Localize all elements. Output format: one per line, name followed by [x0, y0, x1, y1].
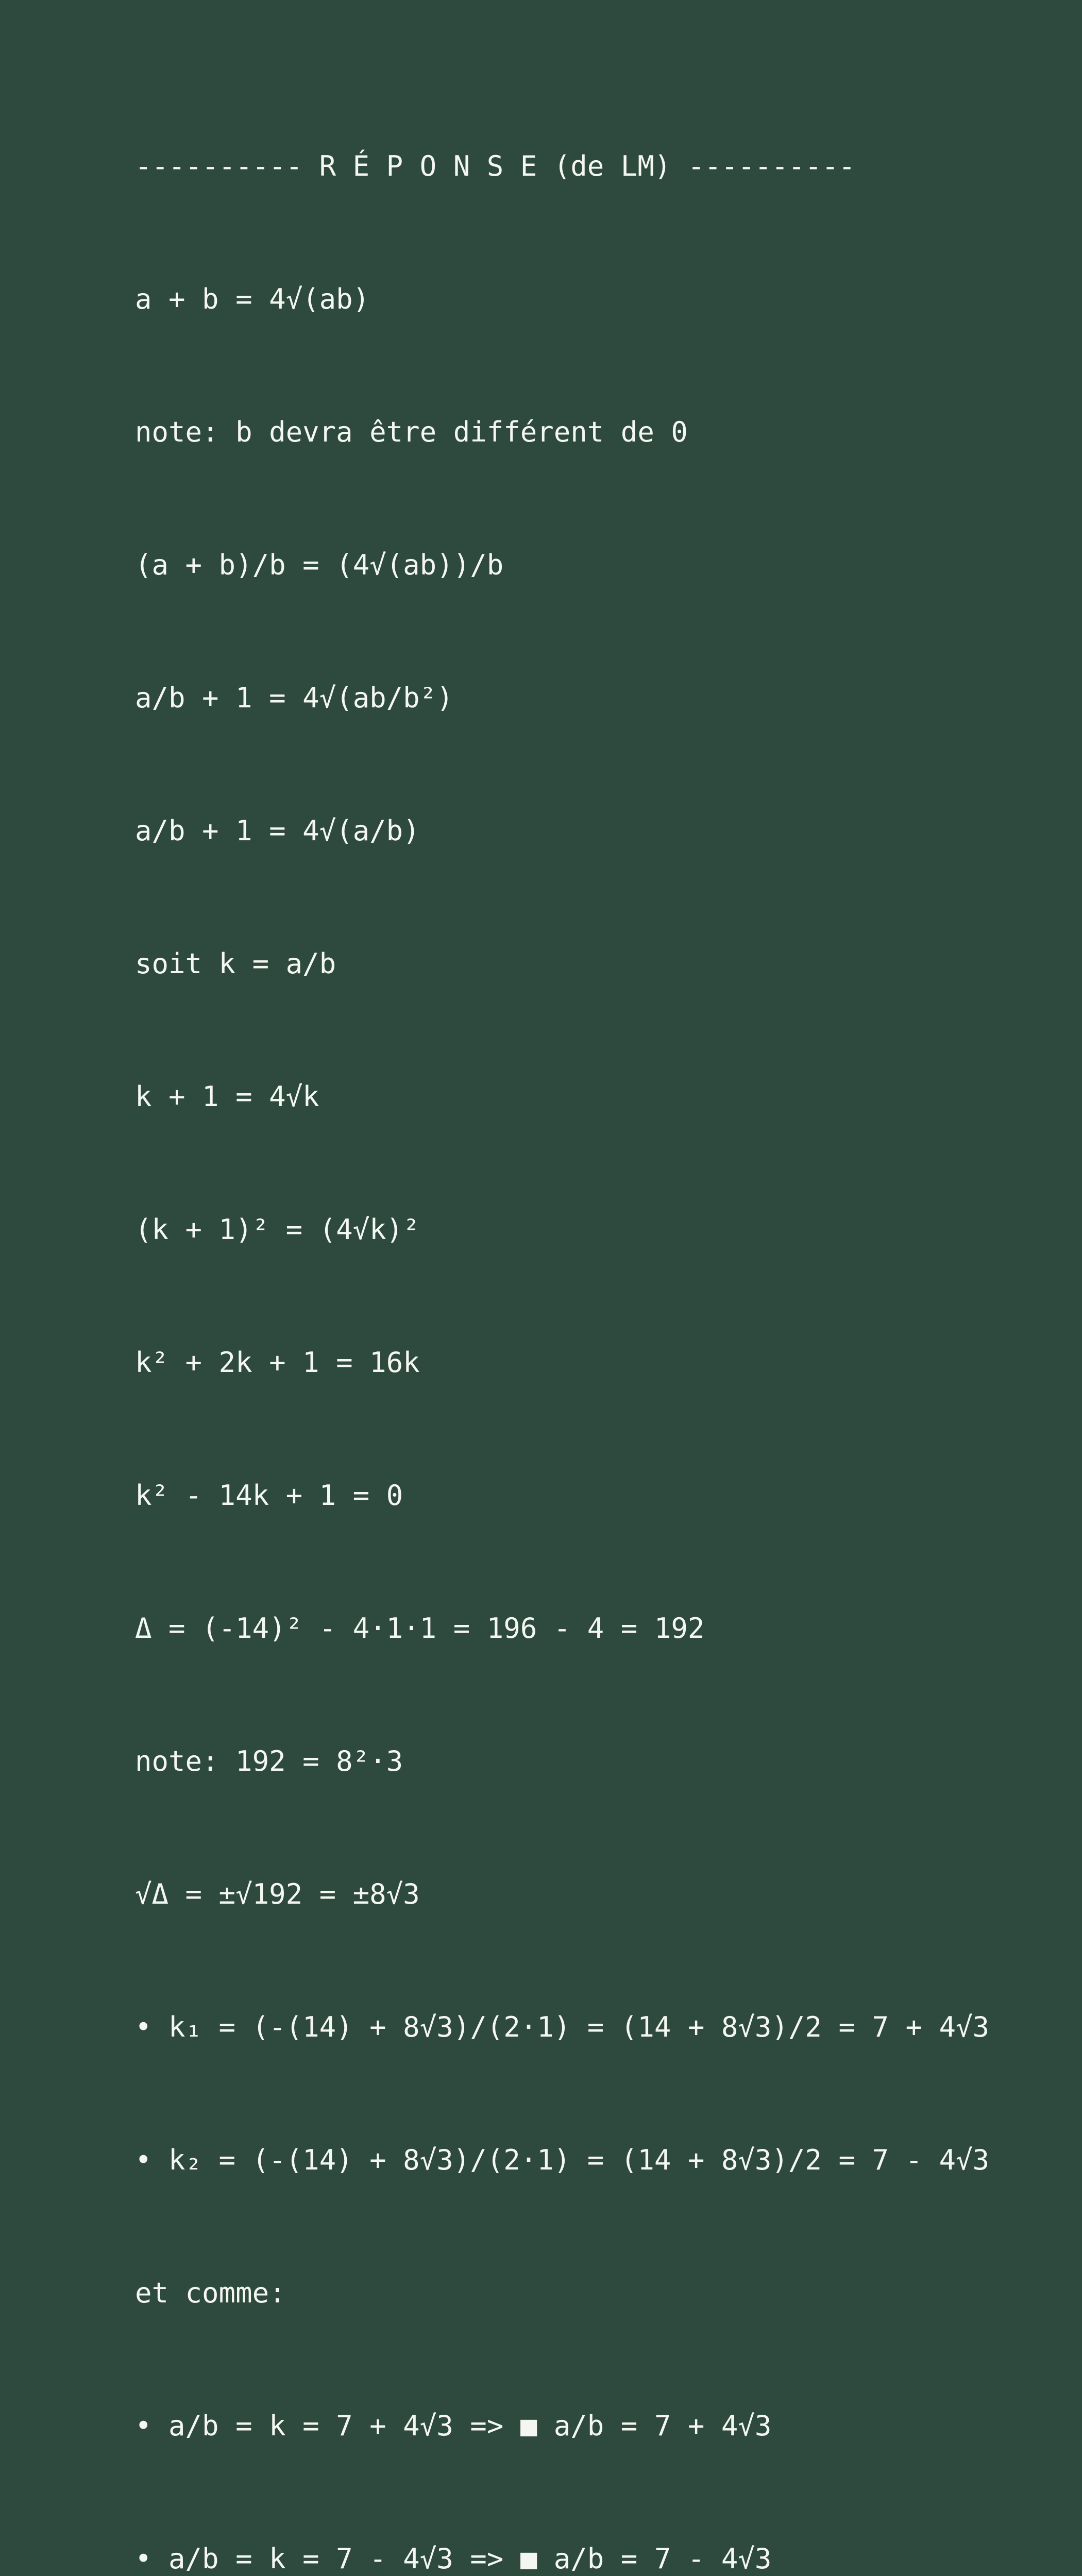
transition-line: et comme:	[135, 2277, 286, 2309]
equation-line: (a + b)/b = (4√(ab))/b	[135, 549, 504, 581]
conclusion-line: • a/b = k = 7 + 4√3 => ■ a/b = 7 + 4√3	[135, 2410, 772, 2442]
response-document	[135, 84, 1062, 2576]
note-line: note: b devra être différent de 0	[135, 416, 688, 448]
response-header: ---------- R É P O N S E (de LM) ----------	[135, 150, 855, 182]
equation-line: a + b = 4√(ab)	[135, 283, 370, 315]
equation-line: k² - 14k + 1 = 0	[135, 1479, 403, 1512]
solution-k1-line: • k₁ = (-(14) + 8√3)/(2·1) = (14 + 8√3)/2 = 7 + 4√3	[135, 2011, 990, 2043]
equation-line: k + 1 = 4√k	[135, 1080, 319, 1113]
equation-line: (k + 1)² = (4√k)²	[135, 1213, 420, 1246]
definition-line: soit k = a/b	[135, 947, 336, 980]
equation-line: a/b + 1 = 4√(ab/b²)	[135, 682, 453, 714]
conclusion-line: • a/b = k = 7 - 4√3 => ■ a/b = 7 - 4√3	[135, 2543, 772, 2575]
equation-line: a/b + 1 = 4√(a/b)	[135, 815, 420, 847]
root-discriminant-line: √Δ = ±√192 = ±8√3	[135, 1878, 420, 1910]
solution-k2-line: • k₂ = (-(14) + 8√3)/(2·1) = (14 + 8√3)/2 = 7 - 4√3	[135, 2144, 990, 2176]
discriminant-line: Δ = (-14)² - 4·1·1 = 196 - 4 = 192	[135, 1612, 705, 1645]
note-line: note: 192 = 8²·3	[135, 1745, 403, 1777]
equation-line: k² + 2k + 1 = 16k	[135, 1346, 420, 1379]
